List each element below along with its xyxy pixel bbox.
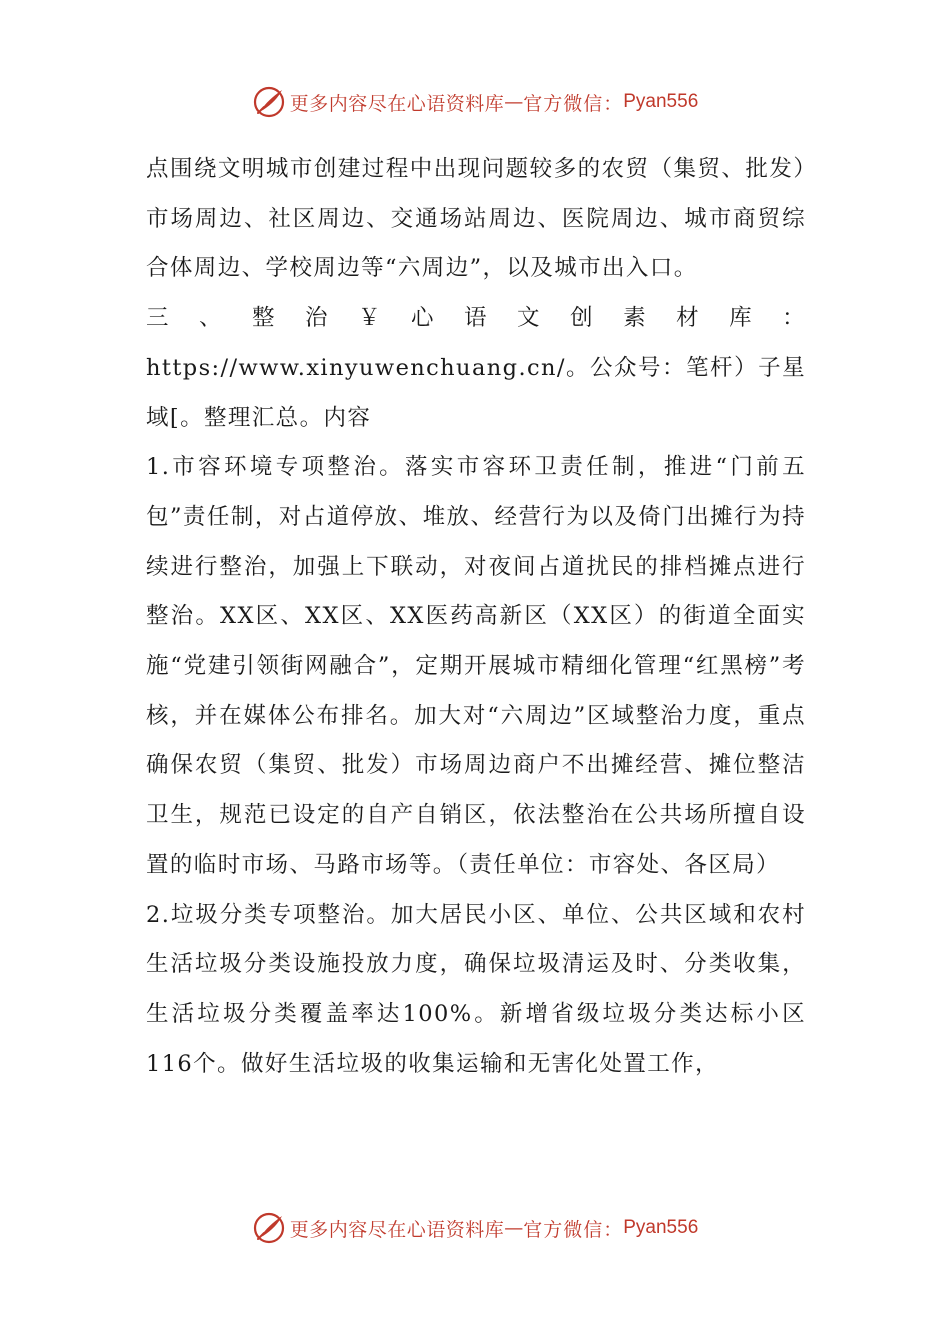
banner-main-text: 更多内容尽在心语资料库 <box>289 92 505 115</box>
banner-wechat-id: Pyan556 <box>623 91 699 112</box>
banner-separator: — <box>504 91 524 113</box>
paragraph-item-1: 1.市容环境专项整治。落实市容环卫责任制，推进“门前五包”责任制，对占道停放、堆放、经营行为以及倚门出摊行为持续进行整治，加强上下联动，对夜间占道扰民的排档摊点进行整治。XX区、XX区、XX医药高新区（XX区）的街道全面实施“党建引领街网融合”，定期开展城市精细化管理“红黑榜”考核，并在媒体公布排名。加大对“六周边”区域整治力度，重点确保农贸（集贸、批发）市场周边商户不出摊经营、摊位整洁卫生，规范已设定的自产自销区，依法整治在公共场所擅自设置的临时市场、马路市场等。（责任单位：市容处、各区局） <box>146 454 806 878</box>
banner-wechat-id: Pyan556 <box>623 1217 699 1238</box>
banner-main-text: 更多内容尽在心语资料库 <box>289 1218 505 1241</box>
footer-banner <box>0 1208 950 1248</box>
quill-logo-icon <box>252 85 286 119</box>
quill-logo-icon <box>252 1211 286 1245</box>
paragraph-section-three: 三、整治￥心语文创素材库：https://www.xinyuwenchuang.cn/。公众号：笔杆）子星域[。整理汇总。内容 <box>146 305 806 431</box>
banner-wechat-label: 官方微信： <box>523 92 624 115</box>
header-banner <box>0 82 950 122</box>
document-body <box>146 145 806 1089</box>
banner-separator: — <box>504 1217 524 1239</box>
banner-wechat-label: 官方微信： <box>523 1218 624 1241</box>
paragraph-item-2: 2.垃圾分类专项整治。加大居民小区、单位、公共区域和农村生活垃圾分类设施投放力度，确保垃圾清运及时、分类收集，生活垃圾分类覆盖率达100%。新增省级垃圾分类达标小区116个。做好生活垃圾的收集运输和无害化处置工作， <box>146 901 806 1077</box>
paragraph-intro: 点围绕文明城市创建过程中出现问题较多的农贸（集贸、批发）市场周边、社区周边、交通场站周边、医院周边、城市商贸综合体周边、学校周边等“六周边”，以及城市出入口。 <box>146 156 806 282</box>
